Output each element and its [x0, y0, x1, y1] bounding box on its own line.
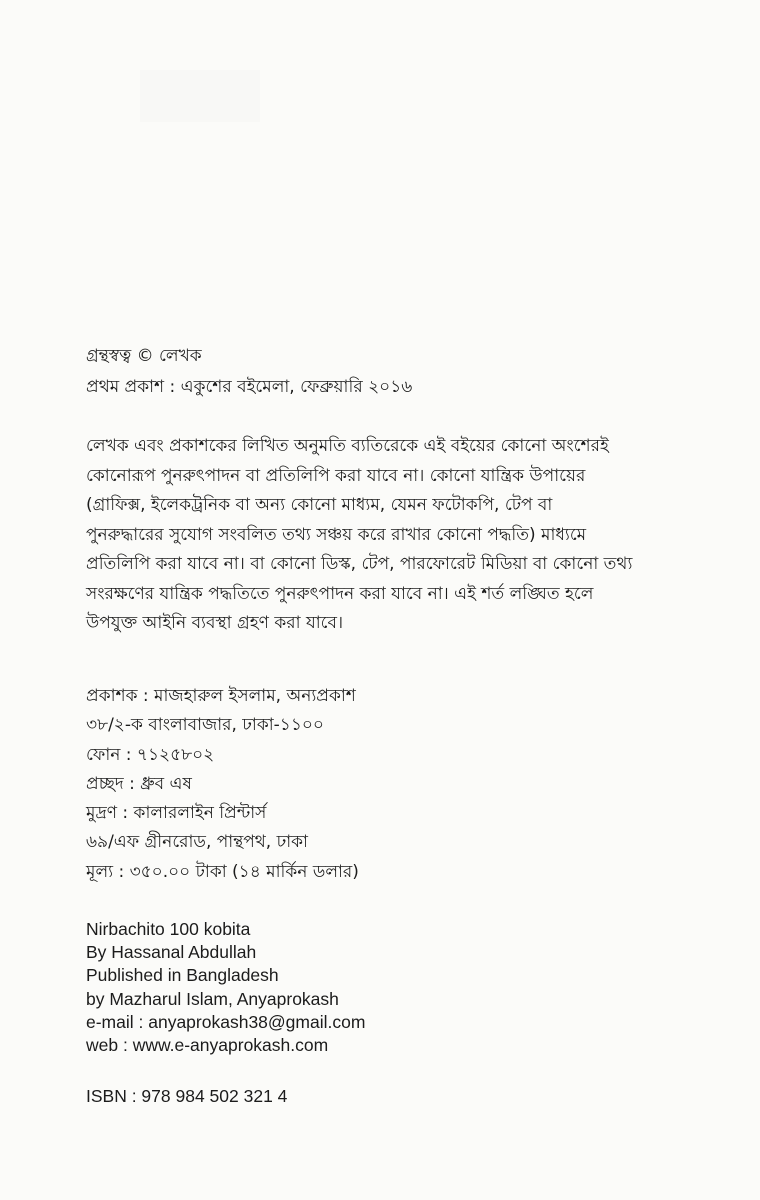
publisher-line: প্রকাশক : মাজহারুল ইসলাম, অন্যপ্রকাশ — [86, 686, 356, 706]
rights-notice-line: প্রতিলিপি করা যাবে না। বা কোনো ডিস্ক, টেপ, পারফোরেট মিডিয়া বা কোনো তথ্য — [86, 554, 633, 574]
rights-notice-line: সংরক্ষণের যান্ত্রিক পদ্ধতিতে পুনরুৎপাদন করা যাবে না। এই শর্ত লঙ্ঘিত হলে — [86, 583, 594, 604]
rights-notice-line: কোনোরূপ পুনরুৎপাদন বা প্রতিলিপি করা যাবে না। কোনো যান্ত্রিক উপায়ের — [86, 465, 586, 486]
english-info-block — [86, 918, 365, 1057]
price-line: মূল্য : ৩৫০.০০ টাকা (১৪ মার্কিন ডলার) — [86, 861, 359, 882]
rights-notice-line: পুনরুদ্ধারের সুযোগ সংবলিত তথ্য সঞ্চয় করে রাখার কোনো পদ্ধতি) মাধ্যমে — [86, 524, 587, 545]
rights-notice-line: (গ্রাফিক্স, ইলেকট্রনিক বা অন্য কোনো মাধ্যম, যেমন ফটোকপি, টেপ বা — [86, 495, 553, 515]
publisher-english-line: by Mazharul Islam, Anyaprokash — [86, 988, 339, 1009]
cover-designer-line: প্রচ্ছদ : ধ্রুব এষ — [86, 773, 192, 794]
printer-address-line: ৬৯/এফ গ্রীনরোড, পান্থপথ, ঢাকা — [86, 832, 308, 853]
rights-notice-line: লেখক এবং প্রকাশকের লিখিত অনুমতি ব্যতিরেকে এই বইয়ের কোনো অংশেরই — [86, 436, 609, 456]
printer-line: মুদ্রণ : কালারলাইন প্রিন্টার্স — [86, 803, 267, 824]
first-publication-line: প্রথম প্রকাশ : একুশের বইমেলা, ফেব্রুয়ারি ২০১৬ — [86, 377, 413, 397]
phone-line: ফোন : ৭১২৫৮০২ — [86, 744, 215, 765]
address-line: ৩৮/২-ক বাংলাবাজার, ঢাকা-১১০০ — [86, 715, 324, 736]
rights-notice-paragraph — [86, 432, 726, 639]
rights-notice-line: উপযুক্ত আইনি ব্যবস্থা গ্রহণ করা যাবে। — [86, 613, 344, 633]
isbn-line: ISBN : 978 984 502 321 4 — [86, 1086, 288, 1106]
faint-bleed-through — [140, 70, 260, 122]
published-in-line: Published in Bangladesh — [86, 965, 279, 986]
copyright-line: গ্রন্থস্বত্ব © লেখক — [86, 346, 202, 366]
publisher-info-block — [86, 682, 359, 887]
email-line: e-mail : anyaprokash38@gmail.com — [86, 1011, 366, 1032]
web-line: web : www.e-anyaprokash.com — [86, 1034, 329, 1055]
author-line: By Hassanal Abdullah — [86, 942, 257, 963]
book-title-line: Nirbachito 100 kobita — [86, 919, 251, 939]
